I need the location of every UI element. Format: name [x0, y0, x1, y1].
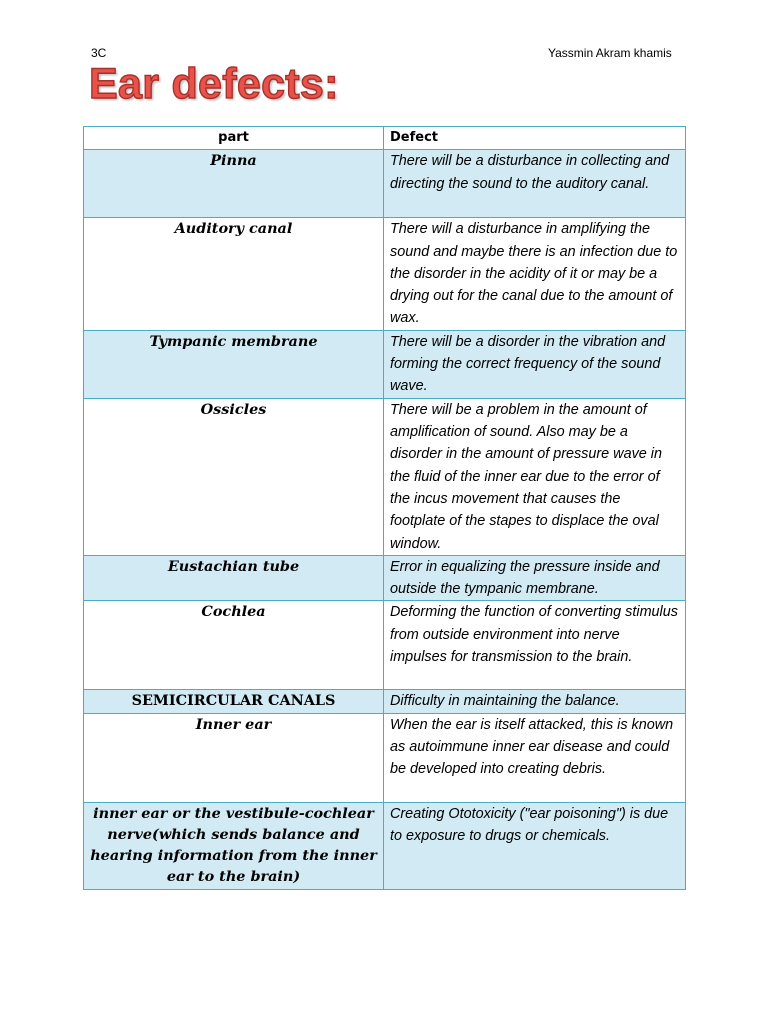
- table-row: [84, 398, 686, 555]
- page-label: 3C: [91, 46, 107, 60]
- page-title: Ear defects:: [89, 60, 339, 108]
- defect-cell: Difficulty in maintaining the balance.: [384, 690, 686, 713]
- defect-cell: When the ear is itself attacked, this is known as autoimmune inner ear disease and could be developed into creating debris.: [384, 713, 686, 802]
- part-cell: Cochlea: [84, 601, 384, 690]
- part-cell: SEMICIRCULAR CANALS: [84, 690, 384, 713]
- defect-cell: Error in equalizing the pressure inside and outside the tympanic membrane.: [384, 555, 686, 601]
- table-row: [84, 555, 686, 601]
- defect-cell: There will be a disturbance in collecting and directing the sound to the auditory canal.: [384, 150, 686, 218]
- part-cell: inner ear or the vestibule-cochlear nerve(which sends balance and hearing information from the inner ear to the brain): [84, 802, 384, 889]
- part-cell: Eustachian tube: [84, 555, 384, 601]
- author-name: Yassmin Akram khamis: [548, 46, 672, 60]
- part-cell: Inner ear: [84, 713, 384, 802]
- part-cell: Auditory canal: [84, 218, 384, 330]
- table-row: [84, 802, 686, 889]
- defect-cell: Creating Ototoxicity ("ear poisoning") is due to exposure to drugs or chemicals.: [384, 802, 686, 889]
- table-row: [84, 218, 686, 330]
- table-row: [84, 330, 686, 398]
- defect-cell: There will a disturbance in amplifying the sound and maybe there is an infection due to the disorder in the acidity of it or may be a drying out for the canal due to the amount of wax.: [384, 218, 686, 330]
- table-row: [84, 713, 686, 802]
- table-header-row: [84, 127, 686, 150]
- table-row: [84, 690, 686, 713]
- part-cell: Ossicles: [84, 398, 384, 555]
- defect-cell: There will be a disorder in the vibration and forming the correct frequency of the sound wave.: [384, 330, 686, 398]
- part-cell: Pinna: [84, 150, 384, 218]
- table-row: [84, 150, 686, 218]
- table-row: [84, 601, 686, 690]
- column-header-part: part: [84, 127, 384, 150]
- column-header-defect: Defect: [384, 127, 686, 150]
- part-cell: Tympanic membrane: [84, 330, 384, 398]
- defect-cell: There will be a problem in the amount of amplification of sound. Also may be a disorder in the amount of pressure wave in the fluid of the inner ear due to the error of the incus movement that causes the footplate of the stapes to displace the oval window.: [384, 398, 686, 555]
- ear-defects-table: [83, 126, 686, 890]
- defect-cell: Deforming the function of converting stimulus from outside environment into nerve impulses for transmission to the brain.: [384, 601, 686, 690]
